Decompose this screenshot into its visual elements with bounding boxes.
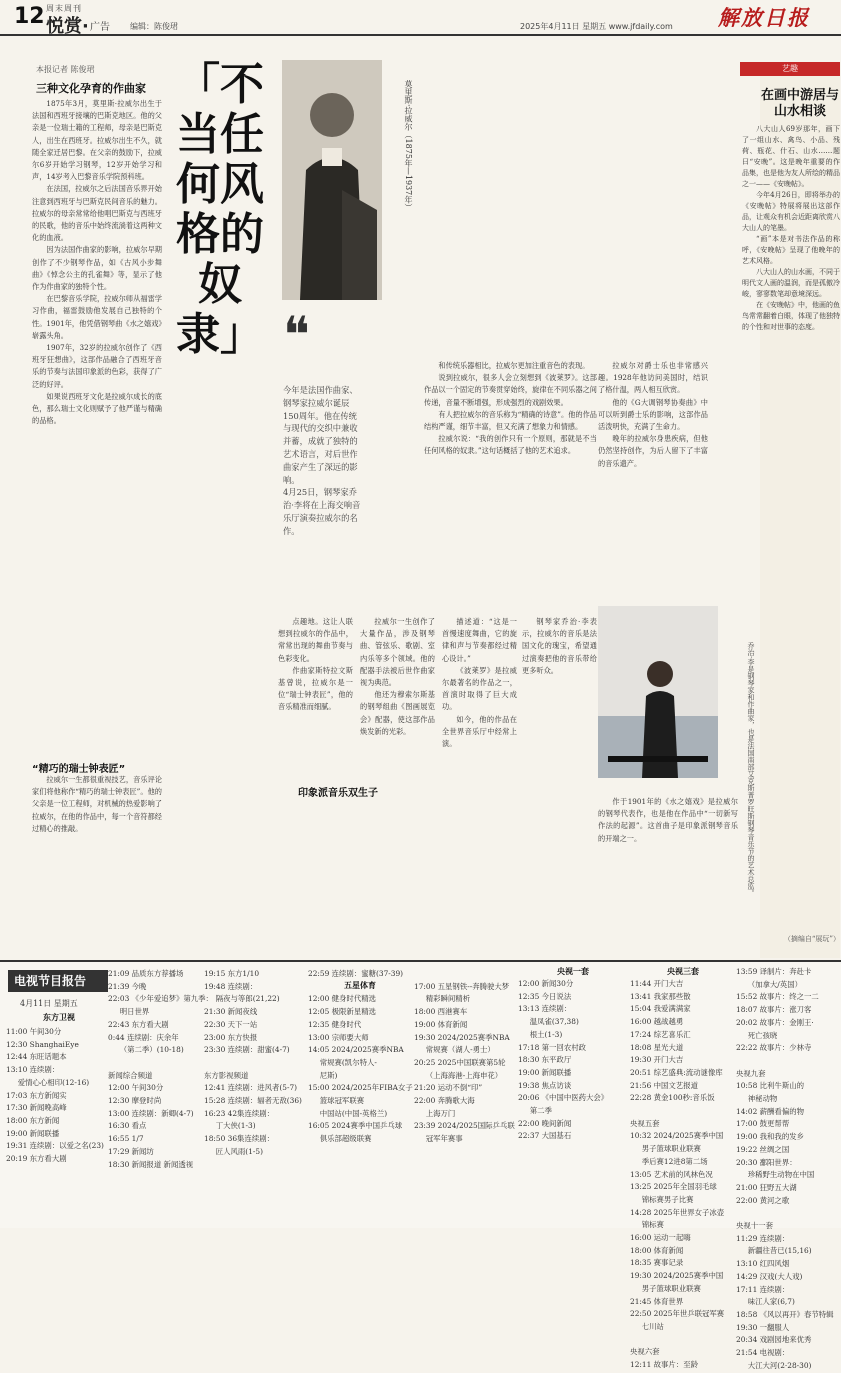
sidebar-title: 在画中游居与山水相谈 [760,88,839,119]
dateline: 2025年4月11日 星期五 www.jfdaily.com [520,22,673,31]
article-column-1 [32,98,162,764]
paragraph: 拉威尔一生都很重视技艺，音乐评论家们将他称作“精巧的瑞士钟表匠”。他的父亲是一位工程师，对机械的热爱影响了拉威尔，在他的作品中，每一个音符都经过精心的推敲。 [32,775,162,833]
paragraph: 如果说西班牙文化是拉威尔成长的底色，那么瑞士文化则赋予了他严谨与精确的品格。 [32,391,162,426]
tv-channel-name: 五星体育 [344,981,376,990]
paragraph: 拉威尔说：“我的创作只有一个原则，那就是不当任何风格的奴隶。”这句话概括了他的艺术追求。 [424,434,597,456]
sidebar-tag: 艺趣 [740,62,840,76]
paragraph: 他还为穆索尔斯基的钢琴组曲《图画展览会》配器，使这部作品焕发新的光彩。 [360,690,435,736]
weekly-label: 周末周刊 [46,4,82,13]
tv-channel-list: 19:15 东方1/10 19:48 连续剧： 隔夜与等郎(21,22) 21:30 新闻夜线 22:30 天下一站 23:00 东方快报 23:30 连续剧：甜蜜(4-7) 东方影视频道 12:41 连续剧：进风者(5-7) 15:28 连续剧：辐者无敌(36) 16:23 42集连续剧： 丁大侠(1-3) 18:50 36集连续剧： 匠人风雨(1-5) [204,969,302,1156]
paragraph: 如今，他的作品在全世界音乐厅中经常上演。 [442,714,517,749]
ad-label: 广告 [90,22,110,33]
paragraph: 在《安晚帖》中，他画的鱼鸟常常翻着白眼，体现了他独特的个性和对世事的态度。 [742,301,840,331]
portrait-illustration [282,60,382,300]
paragraph: 拉威尔一生创作了大量作品，涉及钢琴曲、管弦乐、歌剧、室内乐等多个领域。他的配器手法被后世作曲家视为典范。 [360,617,435,688]
paragraph: 1875年3月，莫里斯·拉威尔出生于法国和西班牙接壤的巴斯克地区。他的父亲是一位瑞士籍的工程师，母亲是巴斯克人，出生在西班牙。拉威尔出生不久，就随全家迁居巴黎。在父亲的鼓励下，拉威尔6岁开始学习钢琴，12岁开始学习和声，14岁考入巴黎音乐学院预科班。 [32,99,162,182]
tv-channel-list: 22:59 连续剧：蜜糖(37-39) 12:00 健身时代精选 12:05 极限新星精选 12:35 健身时代 13:00 宗师要大师 14:05 2024/2025赛季NBA 常规赛(凯尔特人- 尼斯) 15:00 2024/2025年FIBA女子 篮球冠军联赛 中国站(中国-英格兰) 16:05 2024赛季中国乒乓球 俱乐部超级联赛 [308,969,413,1144]
tv-channel-list: 11:44 开门大吉 13:41 我家那些散 15:04 我爱满满家 16:00 越战越勇 17:24 综艺喜乐汇 18:08 星光大道 19:30 开门大吉 20:51 综艺盛典:流动谜像库 21:56 中国文艺报道 22:28 黄金100秒:音乐饭 央视五套 10:32 2024/2025赛季中国 男子篮球职业联赛 季后赛12进8第二场 13:05 艺术前的风林色况 13:25 2025年全国羽毛球 锦标赛男子比赛 14:28 2025年世界女子冰壶 锦标赛 16:00 运动一起嗨 18:00 体育新闻 18:35 赛事记录 19:30 2024/2025赛季中国 男子篮球职业联赛 21:45 体育世界 22:50 2025年世乒联冠军赛 七川站 央视六套 12:11 故事片：至龄 [630,979,725,1370]
paragraph: 《波莱罗》是拉威尔最著名的作品之一，首演时取得了巨大成功。 [442,665,517,712]
tv-channel-name: 央视一套 [557,967,589,976]
paragraph: 在巴黎音乐学院，拉威尔师从福雷学习作曲，福雷鼓励他发展自己独特的个性。1901年，他凭借钢琴曲《水之嬉戏》崭露头角。 [32,294,162,340]
paragraph: 因为法国作曲家的影响，拉威尔早期创作了不少钢琴作品，如《古风小步舞曲》《悼念公主的孔雀舞》等，显示了他作为作曲家的独特个性。 [32,245,162,292]
paragraph: 晚年的拉威尔身患疾病，但他仍然坚持创作，为后人留下了丰富的音乐遗产。 [598,434,708,468]
paragraph: 他的《G大调钢琴协奏曲》中可以听到爵士乐的影响，这部作品活泼明快，充满了生命力。 [598,397,708,432]
tv-channel-list: 11:00 午间30分 12:30 ShanghaiEye 12:44 东旺话题本 13:10 连续剧： 爱情心心相印(12-16) 17:03 东方新闻实 17:30 新闻晚高峰 18:00 东方新闻 19:00 新闻联播 19:31 连续剧：以爱之名(23) 20:19 东方看大剧 [6,1027,104,1164]
article-column-3 [424,360,597,602]
paragraph: 今年4月26日，即将举办的《安晚帖》特展将展出这部作品，让观众有机会近距离欣赏八大山人的笔墨。 [742,191,840,232]
article-column-1b [32,774,162,960]
newspaper-logo: 解放日报 [718,5,810,30]
section-heading: 印象派音乐双生子 [298,788,378,799]
paragraph: 有人把拉威尔的音乐称为“精确的诗意”。他的作品结构严谨，细节丰富，但又充满了想象力和情感。 [424,409,597,432]
paragraph: 钢琴家乔治·李表示，拉威尔的音乐是法国文化的瑰宝，希望通过演奏把他的音乐带给更多听众。 [522,617,597,675]
paragraph: 1907年，32岁的拉威尔创作了《西班牙狂想曲》，这部作品融合了西班牙音乐的节奏与法国印象派的色彩，获得了广泛的好评。 [32,343,162,389]
article-column-5c [442,616,517,956]
paragraph: 点趣地。这让人联想到拉威尔的作品中，常常出现的舞曲节奏与色彩变化。 [278,617,353,663]
article-subhead: 三种文化孕育的作曲家 [36,82,146,95]
tv-channel-list: 21:09 品质东方荐播场 21:39 今晚 22:03 《少年爱追梦》第九季： 明日世界 22:43 东方看大剧 0:44 连续剧：庆余年 （第二季）(10-18) 新闻综合频道 12:00 午间30分 12:30 摩登时尚 13:00 连续剧：新卿(4-7) 16:30 看点 16:55 1/7 17:29 新闻坊 18:30 新闻报道 新闻透视 [108,969,213,1169]
tv-channel-name: 央视三套 [667,967,699,976]
photo-caption: 莫里斯·拉威尔（1875年—1937年） [404,80,413,212]
paragraph: 八大山人的山水画，不同于明代文人画的温润，而是孤傲冷峻，寥寥数笔却意境深远。 [742,268,840,298]
paragraph: 作曲家斯特拉文斯基曾说，拉威尔是一位“瑞士钟表匠”，他的音乐精准而细腻。 [278,665,353,712]
lead-text: 今年是法国作曲家、钢琴家拉威尔诞辰150周年。他在传统与现代的交织中兼收并蓄，成就了独特的艺术语言，对后世作曲家产生了深远的影响。 [283,385,358,485]
byline: 本报记者 陈俊珺 [36,65,95,74]
sidebar-text [742,124,840,924]
tv-channel-list: 13:59 译制片：奔赴卡 （加拿大/英国） 15:52 故事片：终之一二 18:07 故事片：涨刀客 20:02 故事片：金刚王· 死亡孩晓 22:22 故事片：少林寺 央视九套 10:58 比利牛斯山的 神秘动物 14:02 薪酬看偏的物 17:00 鼓更帮帮 19:00 我和我的发乡 19:22 丝绸之国 20:30 鄱阳世界： 珍稀野生动物在中国 21:00 狂野五大湖 22:00 黄河之歌 央视十一套 11:29 连续剧： 新疆往昔已(15,16) 13:10 红四风烟 14:29 汉戏(大人戏) 17:11 连续剧： 味江人家(6,7) 18:58 《风以再开》春节特辑 19:30 一翻服人 20:34 戏剧园地来优秀 21:54 电视剧： 大江大河(2·28-30) [736,967,834,1370]
article-column-5d [522,616,597,956]
article-column-4 [598,360,708,578]
paragraph: 八大山人69岁那年，画下了一组山水、禽鸟、小品、残荷、瓶花、什石、山水……题曰“安晚”。这是晚年重要的作品集，也是他为友人所绘的精品之一——《安晚帖》。 [742,125,840,188]
paragraph: 描述道：“这是一首慢速度舞曲，它的旋律和声与节奏都经过精心设计。” [442,617,517,663]
editor-credit: 编辑：陈俊珺 [130,22,178,31]
paragraph: “画”本是对书法作品的称呼，《安晚帖》呈现了他晚年的艺术风格。 [742,235,840,265]
paragraph: 作于1901年的《水之嬉戏》是拉威尔的钢琴代表作，也是他在作品中“一切新写作法的起源”。这首曲子是印象派钢琴音乐的开端之一。 [598,797,738,843]
sidebar-source: （摘编自“展玩”） [783,935,840,943]
portrait-photo [282,60,382,300]
masthead [0,0,841,36]
tv-channel-name: 东方卫视 [43,1013,75,1022]
tv-channel-list: 17:00 五星钢铁--奔腾驶大梦 精彩瞬间精析 18:00 西港赛车 19:00 体育新闻 19:30 2024/2025赛季NBA 常规赛（湖人-勇士） 20:25 2025中国联赛第5轮 （上海海港-上海申花） 21:20 运动不倒“印” 22:00 奔腾歌大海 上海万门 23:39 2024/2025国际乒乓联 冠军年赛事 [414,981,515,1144]
tv-channel-list: 12:00 新闻30分 12:35 今日说法 13:13 连续剧： 温凤雀(37,38) 根土(1-3) 17:18 第一回农村政 18:30 东平政厅 19:00 新闻联播 19:38 焦点访谈 20:06 《中国中医药大会》 第二季 22:00 晚间新闻 22:37 大国基石 [518,979,609,1141]
paragraph: 在法国，拉威尔之后法国音乐界开始注意到西班牙与巴斯克民间音乐的魅力。拉威尔的母亲常常给他唱巴斯克与西班牙的民歌，他的音乐中始终流淌着这两种文化的血液。 [32,184,162,243]
paragraph: 拉威尔对爵士乐也非常感兴趣。1928年他访问美国时，结识了格什温，两人相互欣赏。 [598,361,708,395]
quote-mark: ❝ [283,306,310,364]
photo-caption: 乔治·李是钢琴家和作曲家，也是法国南部艾克斯普罗旺斯钢琴音乐节的艺术总监。 [747,642,755,897]
tv-date: 4月11日 星期五 [20,999,78,1008]
article-lead [283,384,365,538]
paragraph: 说到拉威尔，很多人会立刻想到《波莱罗》。这部作品以一个固定的节奏贯穿始终，旋律在不同乐器之间传递，音量不断增强，形成强烈的戏剧效果。 [424,373,597,407]
section-heading: “精巧的瑞士钟表匠” [32,764,126,775]
lead-extra: 4月25日，钢琴家乔治·李将在上海交响音乐厅演奏拉威尔的名作。 [283,487,361,536]
article-title: 「不当任何风格的奴隶」 [176,59,264,360]
section-title: 悦赏· [46,16,89,37]
pianist-photo [598,606,718,778]
tv-title: 电视节目报告 [8,970,108,992]
pianist-illustration [598,606,718,778]
paragraph: 和传统乐器相比，拉威尔更加注重音色的表现。 [438,361,590,370]
page-number: 12 [14,4,45,29]
article-column-6 [598,796,738,956]
